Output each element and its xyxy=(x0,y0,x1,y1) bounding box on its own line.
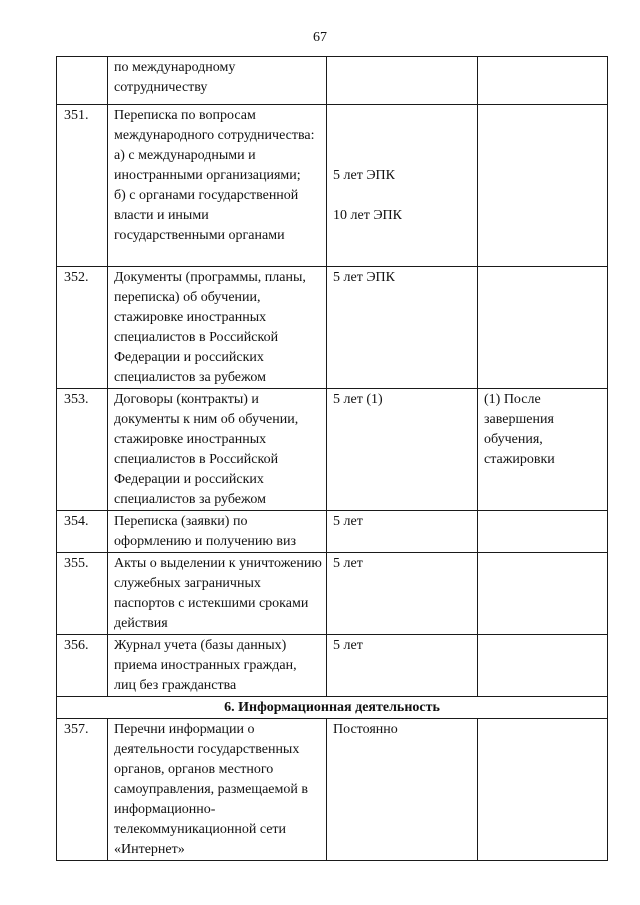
row-note xyxy=(478,719,608,861)
row-term: 5 лет xyxy=(327,635,478,697)
row-term: Постоянно xyxy=(327,719,478,861)
table-row xyxy=(57,57,608,105)
table-row xyxy=(57,553,608,635)
row-note: (1) После завершения обучения, стажировки xyxy=(478,389,608,511)
row-title: Договоры (контракты) и документы к ним об обучении, стажировке иностранных специалистов в Российской Федерации и российских специалистов за рубежом xyxy=(108,389,327,511)
records-table xyxy=(56,56,608,861)
section-title: 6. Информационная деятельность xyxy=(57,697,608,719)
row-subitem-a: а) с международными и иностранными организациями; xyxy=(114,148,301,183)
table-row xyxy=(57,267,608,389)
row-title: Перечни информации о деятельности государственных органов, органов местного самоуправления, размещаемой в информационно-телекоммуникационной сети «Интернет» xyxy=(108,719,327,861)
row-number: 351. xyxy=(57,105,108,267)
row-title-cell xyxy=(108,105,327,267)
row-term xyxy=(327,57,478,105)
row-term-b: 10 лет ЭПК xyxy=(333,208,403,223)
row-term: 5 лет xyxy=(327,511,478,553)
table-row xyxy=(57,389,608,511)
table-row xyxy=(57,105,608,267)
row-number: 356. xyxy=(57,635,108,697)
row-term-cell xyxy=(327,105,478,267)
table-row xyxy=(57,719,608,861)
row-number: 355. xyxy=(57,553,108,635)
row-title: Документы (программы, планы, переписка) об обучении, стажировке иностранных специалистов в Российской Федерации и российских специалистов за рубежом xyxy=(108,267,327,389)
row-term: 5 лет ЭПК xyxy=(327,267,478,389)
row-term-a: 5 лет ЭПК xyxy=(333,168,396,183)
row-title: Переписка по вопросам международного сотрудничества: xyxy=(114,108,315,143)
row-title: Акты о выделении к уничтожению служебных заграничных паспортов с истекшими сроками действия xyxy=(108,553,327,635)
row-title: по международному сотрудничеству xyxy=(108,57,327,105)
row-number: 354. xyxy=(57,511,108,553)
row-number: 352. xyxy=(57,267,108,389)
section-header-row xyxy=(57,697,608,719)
row-number: 353. xyxy=(57,389,108,511)
row-term: 5 лет xyxy=(327,553,478,635)
row-title: Переписка (заявки) по оформлению и получению виз xyxy=(108,511,327,553)
row-title: Журнал учета (базы данных) приема иностранных граждан, лиц без гражданства xyxy=(108,635,327,697)
row-note xyxy=(478,267,608,389)
table-row xyxy=(57,635,608,697)
row-note xyxy=(478,635,608,697)
row-note xyxy=(478,105,608,267)
row-term: 5 лет (1) xyxy=(327,389,478,511)
table-row xyxy=(57,511,608,553)
row-subitem-b: б) с органами государственной власти и иными государственными органами xyxy=(114,188,299,243)
page-number: 67 xyxy=(313,30,327,45)
row-number: 357. xyxy=(57,719,108,861)
row-note xyxy=(478,57,608,105)
row-note xyxy=(478,511,608,553)
row-number xyxy=(57,57,108,105)
row-note xyxy=(478,553,608,635)
